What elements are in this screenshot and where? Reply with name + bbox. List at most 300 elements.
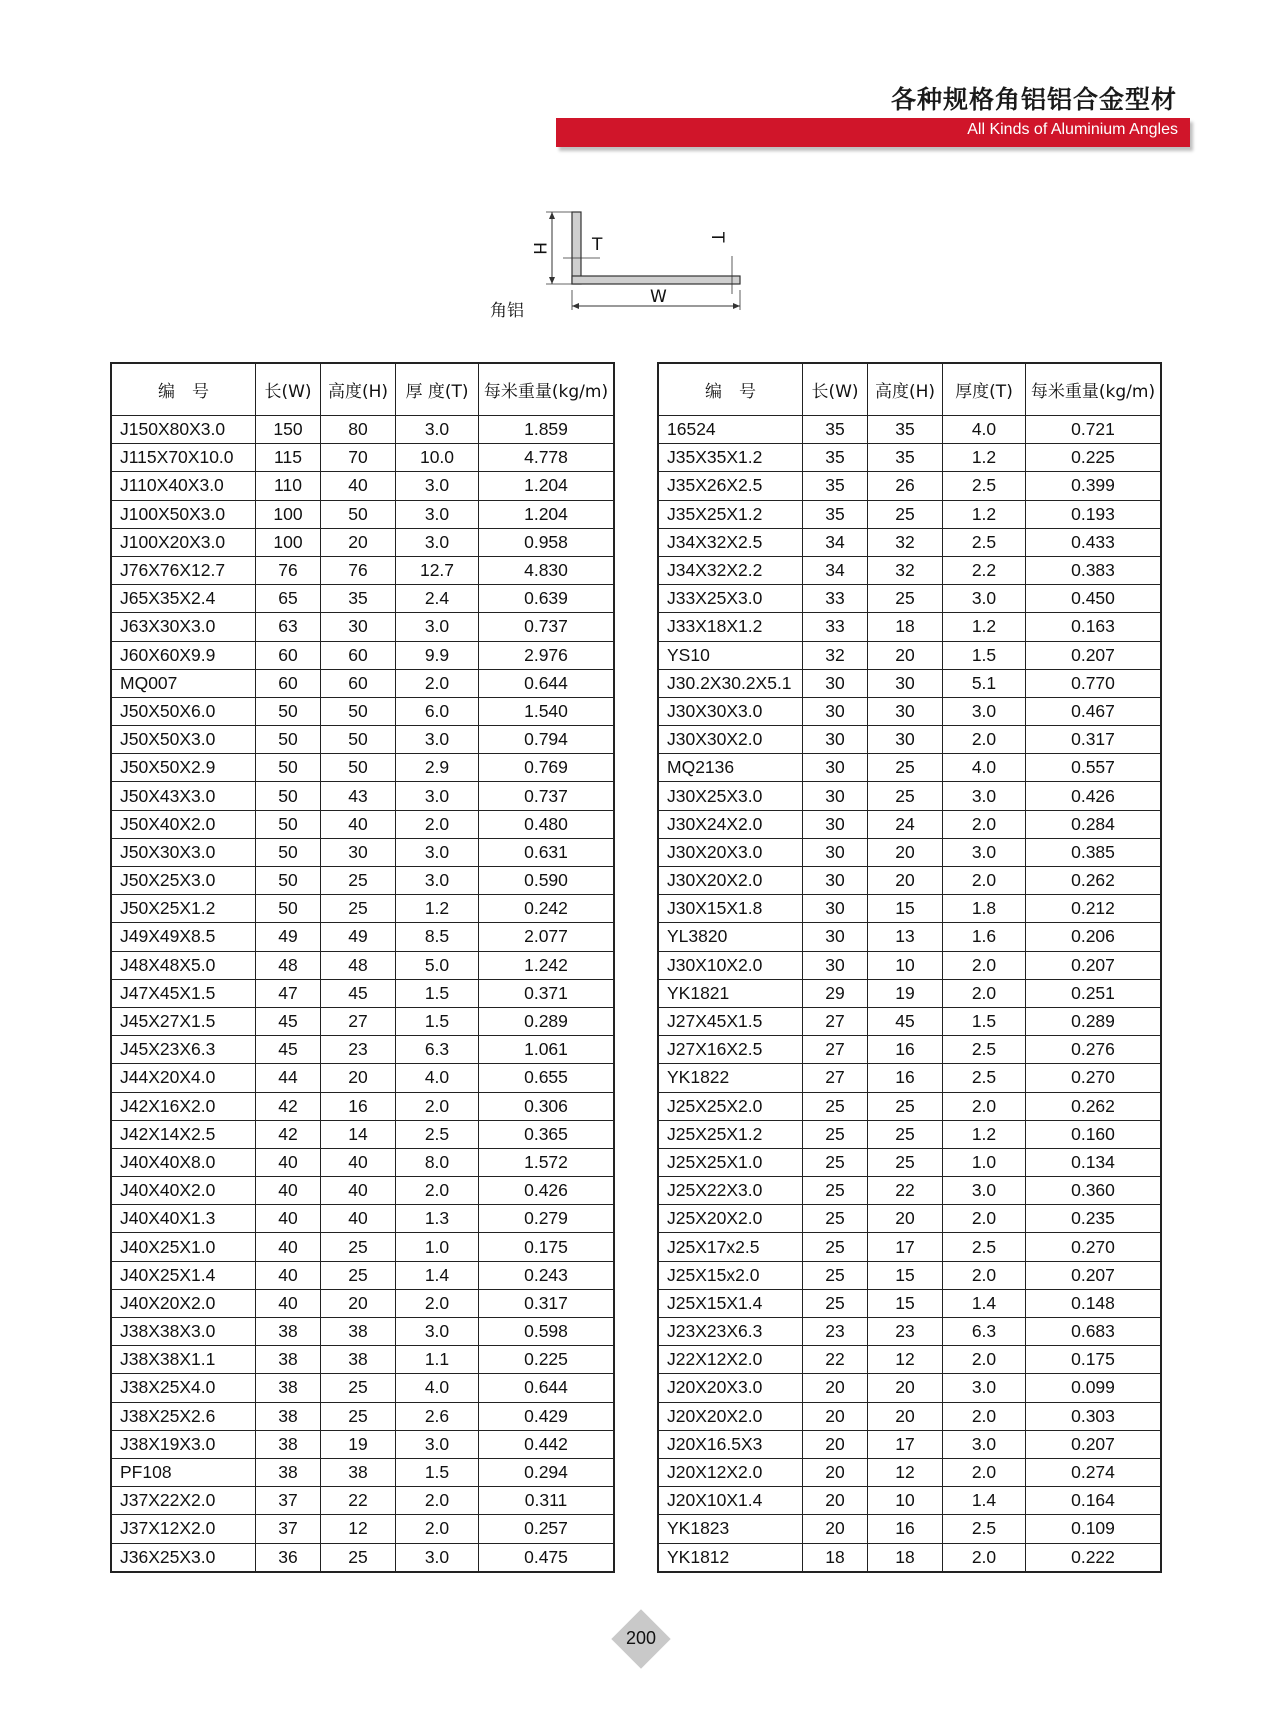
cell-width: 65 — [256, 585, 321, 613]
cell-code: J30X30X3.0 — [658, 697, 803, 725]
cell-thickness: 2.0 — [943, 867, 1026, 895]
cell-weight: 0.222 — [1026, 1543, 1162, 1572]
table-row — [658, 867, 1161, 895]
page-number-badge — [612, 1610, 670, 1668]
table-row — [658, 1487, 1161, 1515]
cell-code: J38X25X2.6 — [111, 1402, 256, 1430]
cell-width: 23 — [803, 1318, 868, 1346]
cell-thickness: 1.2 — [943, 613, 1026, 641]
cell-code: J20X16.5X3 — [658, 1430, 803, 1458]
cell-height: 18 — [868, 1543, 943, 1572]
cell-thickness: 2.0 — [943, 1205, 1026, 1233]
cell-weight: 0.383 — [1026, 556, 1162, 584]
cell-width: 30 — [803, 810, 868, 838]
table-row — [111, 951, 614, 979]
cell-height: 50 — [321, 500, 396, 528]
cell-code: J50X50X3.0 — [111, 726, 256, 754]
cell-weight: 0.284 — [1026, 810, 1162, 838]
cell-width: 30 — [803, 951, 868, 979]
cell-thickness: 1.4 — [943, 1289, 1026, 1317]
cell-width: 20 — [803, 1487, 868, 1515]
table-row — [658, 585, 1161, 613]
cell-width: 20 — [803, 1458, 868, 1486]
cell-height: 20 — [868, 838, 943, 866]
cell-code: J30X24X2.0 — [658, 810, 803, 838]
cell-code: J25X20X2.0 — [658, 1205, 803, 1233]
cell-height: 40 — [321, 1177, 396, 1205]
cell-code: J30X25X3.0 — [658, 782, 803, 810]
cell-height: 27 — [321, 1007, 396, 1035]
cell-weight: 0.721 — [1026, 416, 1162, 444]
cell-weight: 0.175 — [479, 1233, 615, 1261]
cell-height: 20 — [868, 641, 943, 669]
cell-height: 10 — [868, 951, 943, 979]
cell-height: 35 — [868, 416, 943, 444]
cell-code: J49X49X8.5 — [111, 923, 256, 951]
cell-weight: 0.475 — [479, 1543, 615, 1572]
cell-thickness: 2.0 — [396, 669, 479, 697]
cell-height: 23 — [868, 1318, 943, 1346]
cell-height: 35 — [868, 444, 943, 472]
cell-width: 27 — [803, 1036, 868, 1064]
table-row — [658, 895, 1161, 923]
cell-height: 25 — [321, 1261, 396, 1289]
cell-thickness: 3.0 — [396, 726, 479, 754]
cell-code: J38X38X3.0 — [111, 1318, 256, 1346]
cell-width: 38 — [256, 1458, 321, 1486]
cell-width: 115 — [256, 444, 321, 472]
cell-thickness: 2.5 — [943, 472, 1026, 500]
cell-height: 60 — [321, 641, 396, 669]
cell-code: YK1822 — [658, 1064, 803, 1092]
cell-weight: 0.480 — [479, 810, 615, 838]
table-row — [658, 472, 1161, 500]
table-row — [111, 1064, 614, 1092]
col-header-width: 长(W) — [256, 363, 321, 416]
spec-table-left — [110, 362, 615, 1573]
cell-width: 63 — [256, 613, 321, 641]
table-row — [658, 556, 1161, 584]
cell-weight: 0.769 — [479, 754, 615, 782]
table-row — [111, 669, 614, 697]
table-row — [111, 1374, 614, 1402]
cell-weight: 0.109 — [1026, 1515, 1162, 1543]
cell-weight: 0.958 — [479, 528, 615, 556]
table-row — [111, 1261, 614, 1289]
cell-width: 25 — [803, 1177, 868, 1205]
cell-weight: 0.262 — [1026, 867, 1162, 895]
cell-thickness: 4.0 — [943, 754, 1026, 782]
table-row — [111, 613, 614, 641]
cell-code: J50X30X3.0 — [111, 838, 256, 866]
cell-width: 50 — [256, 754, 321, 782]
cell-thickness: 1.4 — [396, 1261, 479, 1289]
cell-width: 38 — [256, 1318, 321, 1346]
cell-weight: 0.175 — [1026, 1346, 1162, 1374]
cell-code: J25X15x2.0 — [658, 1261, 803, 1289]
table-row — [111, 1148, 614, 1176]
cell-code: J115X70X10.0 — [111, 444, 256, 472]
cell-weight: 0.557 — [1026, 754, 1162, 782]
cell-weight: 0.598 — [479, 1318, 615, 1346]
cell-width: 76 — [256, 556, 321, 584]
table-row — [111, 528, 614, 556]
col-header-weight: 每米重量(kg/m) — [479, 363, 615, 416]
cell-weight: 0.683 — [1026, 1318, 1162, 1346]
cell-weight: 0.737 — [479, 782, 615, 810]
table-row — [111, 1177, 614, 1205]
cell-width: 32 — [803, 641, 868, 669]
cell-height: 12 — [868, 1346, 943, 1374]
cell-thickness: 1.5 — [396, 1458, 479, 1486]
cell-height: 45 — [321, 979, 396, 1007]
col-header-height: 高度(H) — [321, 363, 396, 416]
cell-height: 25 — [868, 782, 943, 810]
cell-weight: 0.212 — [1026, 895, 1162, 923]
cell-width: 25 — [803, 1120, 868, 1148]
cell-height: 38 — [321, 1458, 396, 1486]
cell-width: 34 — [803, 556, 868, 584]
cell-height: 15 — [868, 895, 943, 923]
cell-height: 40 — [321, 1148, 396, 1176]
label-t-vertical: T — [592, 235, 603, 255]
cell-thickness: 3.0 — [396, 472, 479, 500]
table-row — [111, 1205, 614, 1233]
cell-code: J35X26X2.5 — [658, 472, 803, 500]
cell-weight: 0.365 — [479, 1120, 615, 1148]
cell-width: 30 — [803, 838, 868, 866]
cell-width: 42 — [256, 1120, 321, 1148]
table-row — [111, 500, 614, 528]
table-row — [111, 556, 614, 584]
cell-thickness: 1.2 — [943, 1120, 1026, 1148]
table-row — [658, 810, 1161, 838]
cell-code: J25X25X1.0 — [658, 1148, 803, 1176]
cell-code: J23X23X6.3 — [658, 1318, 803, 1346]
spec-table-right — [657, 362, 1162, 1573]
cell-code: J40X40X8.0 — [111, 1148, 256, 1176]
cell-code: YK1823 — [658, 1515, 803, 1543]
table-row — [658, 1515, 1161, 1543]
cell-weight: 0.160 — [1026, 1120, 1162, 1148]
cell-weight: 0.317 — [479, 1289, 615, 1317]
cell-width: 35 — [803, 500, 868, 528]
cell-width: 40 — [256, 1177, 321, 1205]
cell-height: 20 — [321, 1289, 396, 1317]
cell-height: 38 — [321, 1346, 396, 1374]
cell-width: 20 — [803, 1374, 868, 1402]
cell-height: 38 — [321, 1318, 396, 1346]
cell-weight: 0.225 — [479, 1346, 615, 1374]
cell-height: 80 — [321, 416, 396, 444]
cell-code: J25X25X2.0 — [658, 1092, 803, 1120]
table-row — [658, 444, 1161, 472]
cell-thickness: 12.7 — [396, 556, 479, 584]
cell-code: MQ007 — [111, 669, 256, 697]
cell-weight: 0.289 — [479, 1007, 615, 1035]
cell-height: 76 — [321, 556, 396, 584]
cell-code: J34X32X2.5 — [658, 528, 803, 556]
cell-weight: 0.207 — [1026, 951, 1162, 979]
cell-weight: 0.311 — [479, 1487, 615, 1515]
cell-width: 29 — [803, 979, 868, 1007]
cell-code: J35X35X1.2 — [658, 444, 803, 472]
cell-weight: 0.134 — [1026, 1148, 1162, 1176]
cell-thickness: 4.0 — [943, 416, 1026, 444]
cell-width: 35 — [803, 472, 868, 500]
cell-thickness: 2.5 — [943, 1036, 1026, 1064]
cell-width: 40 — [256, 1205, 321, 1233]
cell-thickness: 2.0 — [396, 1177, 479, 1205]
cell-thickness: 3.0 — [943, 1177, 1026, 1205]
cell-weight: 1.204 — [479, 472, 615, 500]
cell-weight: 0.148 — [1026, 1289, 1162, 1317]
cell-height: 60 — [321, 669, 396, 697]
cell-code: J50X50X2.9 — [111, 754, 256, 782]
cell-code: J30X10X2.0 — [658, 951, 803, 979]
cell-code: J33X25X3.0 — [658, 585, 803, 613]
cell-thickness: 2.0 — [943, 1092, 1026, 1120]
cell-width: 20 — [803, 1515, 868, 1543]
cell-thickness: 1.2 — [943, 500, 1026, 528]
table-row — [111, 838, 614, 866]
cell-width: 38 — [256, 1346, 321, 1374]
cell-height: 17 — [868, 1233, 943, 1261]
cell-thickness: 2.0 — [943, 1543, 1026, 1572]
cell-height: 16 — [868, 1515, 943, 1543]
cell-thickness: 3.0 — [943, 697, 1026, 725]
angle-profile-diagram — [480, 198, 780, 328]
cell-width: 25 — [803, 1205, 868, 1233]
cell-code: J110X40X3.0 — [111, 472, 256, 500]
cell-width: 35 — [803, 444, 868, 472]
label-t-horizontal: T — [707, 232, 727, 243]
cell-code: J48X48X5.0 — [111, 951, 256, 979]
cell-thickness: 3.0 — [943, 1430, 1026, 1458]
cell-width: 38 — [256, 1374, 321, 1402]
cell-weight: 0.631 — [479, 838, 615, 866]
cell-weight: 4.778 — [479, 444, 615, 472]
table-row — [658, 697, 1161, 725]
cell-code: J76X76X12.7 — [111, 556, 256, 584]
cell-weight: 0.770 — [1026, 669, 1162, 697]
cell-code: YK1812 — [658, 1543, 803, 1572]
cell-weight: 0.276 — [1026, 1036, 1162, 1064]
cell-code: J40X25X1.0 — [111, 1233, 256, 1261]
cell-code: J20X12X2.0 — [658, 1458, 803, 1486]
cell-thickness: 1.5 — [943, 641, 1026, 669]
table-row — [111, 979, 614, 1007]
cell-thickness: 1.2 — [396, 895, 479, 923]
cell-weight: 0.442 — [479, 1430, 615, 1458]
cell-code: YS10 — [658, 641, 803, 669]
cell-width: 30 — [803, 923, 868, 951]
page-title-cn: 各种规格角铝铝合金型材 — [890, 85, 1177, 114]
cell-width: 50 — [256, 838, 321, 866]
cell-thickness: 2.0 — [943, 810, 1026, 838]
cell-height: 10 — [868, 1487, 943, 1515]
table-row — [658, 1148, 1161, 1176]
table-row — [658, 1458, 1161, 1486]
cell-height: 25 — [868, 500, 943, 528]
cell-weight: 0.262 — [1026, 1092, 1162, 1120]
cell-height: 12 — [868, 1458, 943, 1486]
table-row — [658, 416, 1161, 444]
cell-height: 50 — [321, 726, 396, 754]
cell-thickness: 1.6 — [943, 923, 1026, 951]
cell-thickness: 2.5 — [396, 1120, 479, 1148]
cell-thickness: 3.0 — [396, 528, 479, 556]
cell-thickness: 2.0 — [943, 1261, 1026, 1289]
cell-width: 38 — [256, 1430, 321, 1458]
cell-width: 50 — [256, 867, 321, 895]
col-header-code: 编 号 — [658, 363, 803, 416]
table-row — [658, 1177, 1161, 1205]
cell-thickness: 6.3 — [396, 1036, 479, 1064]
cell-code: J30X15X1.8 — [658, 895, 803, 923]
cell-width: 47 — [256, 979, 321, 1007]
cell-width: 25 — [803, 1289, 868, 1317]
col-header-width: 长(W) — [803, 363, 868, 416]
table-row — [658, 1205, 1161, 1233]
cell-weight: 0.399 — [1026, 472, 1162, 500]
table-row — [658, 1402, 1161, 1430]
cell-thickness: 10.0 — [396, 444, 479, 472]
cell-thickness: 2.5 — [943, 528, 1026, 556]
cell-width: 22 — [803, 1346, 868, 1374]
cell-width: 100 — [256, 500, 321, 528]
cell-thickness: 1.4 — [943, 1487, 1026, 1515]
cell-weight: 0.294 — [479, 1458, 615, 1486]
cell-code: J40X40X2.0 — [111, 1177, 256, 1205]
title-band — [556, 118, 1190, 147]
cell-weight: 0.207 — [1026, 1430, 1162, 1458]
cell-width: 37 — [256, 1515, 321, 1543]
table-row — [658, 1120, 1161, 1148]
cell-weight: 0.426 — [479, 1177, 615, 1205]
table-row — [658, 613, 1161, 641]
cell-height: 16 — [868, 1064, 943, 1092]
cell-thickness: 4.0 — [396, 1064, 479, 1092]
cell-width: 40 — [256, 1148, 321, 1176]
table-row — [658, 951, 1161, 979]
cell-code: J44X20X4.0 — [111, 1064, 256, 1092]
table-row — [658, 641, 1161, 669]
cell-thickness: 4.0 — [396, 1374, 479, 1402]
cell-weight: 2.077 — [479, 923, 615, 951]
table-row — [111, 1346, 614, 1374]
cell-width: 49 — [256, 923, 321, 951]
cell-height: 45 — [868, 1007, 943, 1035]
cell-height: 25 — [321, 1543, 396, 1572]
table-row — [111, 895, 614, 923]
table-row — [658, 726, 1161, 754]
cell-height: 25 — [321, 1374, 396, 1402]
cell-width: 60 — [256, 641, 321, 669]
cell-code: J45X23X6.3 — [111, 1036, 256, 1064]
cell-thickness: 3.0 — [943, 1374, 1026, 1402]
cell-height: 26 — [868, 472, 943, 500]
cell-height: 20 — [868, 1402, 943, 1430]
cell-width: 40 — [256, 1261, 321, 1289]
cell-width: 38 — [256, 1402, 321, 1430]
cell-code: J30X20X3.0 — [658, 838, 803, 866]
table-row — [111, 1458, 614, 1486]
cell-thickness: 3.0 — [396, 838, 479, 866]
cell-code: J25X22X3.0 — [658, 1177, 803, 1205]
cell-height: 40 — [321, 472, 396, 500]
cell-weight: 0.243 — [479, 1261, 615, 1289]
cell-weight: 0.306 — [479, 1092, 615, 1120]
table-row — [658, 1064, 1161, 1092]
cell-height: 16 — [868, 1036, 943, 1064]
cell-width: 48 — [256, 951, 321, 979]
cell-width: 35 — [803, 416, 868, 444]
cell-weight: 0.426 — [1026, 782, 1162, 810]
cell-weight: 0.371 — [479, 979, 615, 1007]
cell-height: 49 — [321, 923, 396, 951]
table-row — [111, 1092, 614, 1120]
cell-height: 20 — [868, 1205, 943, 1233]
table-row — [111, 782, 614, 810]
cell-code: J37X22X2.0 — [111, 1487, 256, 1515]
cell-thickness: 3.0 — [396, 1318, 479, 1346]
cell-width: 30 — [803, 726, 868, 754]
cell-code: J30.2X30.2X5.1 — [658, 669, 803, 697]
cell-weight: 1.859 — [479, 416, 615, 444]
cell-width: 45 — [256, 1036, 321, 1064]
label-h: H — [529, 242, 549, 255]
cell-weight: 1.242 — [479, 951, 615, 979]
cell-weight: 0.385 — [1026, 838, 1162, 866]
cell-height: 50 — [321, 754, 396, 782]
cell-weight: 0.270 — [1026, 1233, 1162, 1261]
cell-code: J33X18X1.2 — [658, 613, 803, 641]
table-row — [111, 754, 614, 782]
cell-width: 20 — [803, 1402, 868, 1430]
cell-width: 50 — [256, 895, 321, 923]
cell-code: J50X25X3.0 — [111, 867, 256, 895]
cell-height: 30 — [321, 838, 396, 866]
cell-weight: 0.279 — [479, 1205, 615, 1233]
cell-height: 30 — [868, 726, 943, 754]
table-row — [111, 726, 614, 754]
cell-height: 25 — [321, 867, 396, 895]
cell-thickness: 8.0 — [396, 1148, 479, 1176]
cell-thickness: 1.3 — [396, 1205, 479, 1233]
cell-thickness: 8.5 — [396, 923, 479, 951]
cell-weight: 0.644 — [479, 1374, 615, 1402]
cell-code: J50X25X1.2 — [111, 895, 256, 923]
cell-height: 25 — [868, 585, 943, 613]
cell-thickness: 2.0 — [396, 1515, 479, 1543]
table-row — [658, 838, 1161, 866]
cell-code: J34X32X2.2 — [658, 556, 803, 584]
cell-code: J25X15X1.4 — [658, 1289, 803, 1317]
cell-height: 12 — [321, 1515, 396, 1543]
cell-weight: 4.830 — [479, 556, 615, 584]
label-w: W — [650, 287, 667, 307]
cell-width: 33 — [803, 585, 868, 613]
table-row — [111, 810, 614, 838]
cell-weight: 0.639 — [479, 585, 615, 613]
cell-width: 110 — [256, 472, 321, 500]
cell-width: 27 — [803, 1064, 868, 1092]
table-row — [111, 1515, 614, 1543]
cell-thickness: 2.0 — [943, 1458, 1026, 1486]
cell-thickness: 1.5 — [396, 979, 479, 1007]
cell-code: J38X19X3.0 — [111, 1430, 256, 1458]
